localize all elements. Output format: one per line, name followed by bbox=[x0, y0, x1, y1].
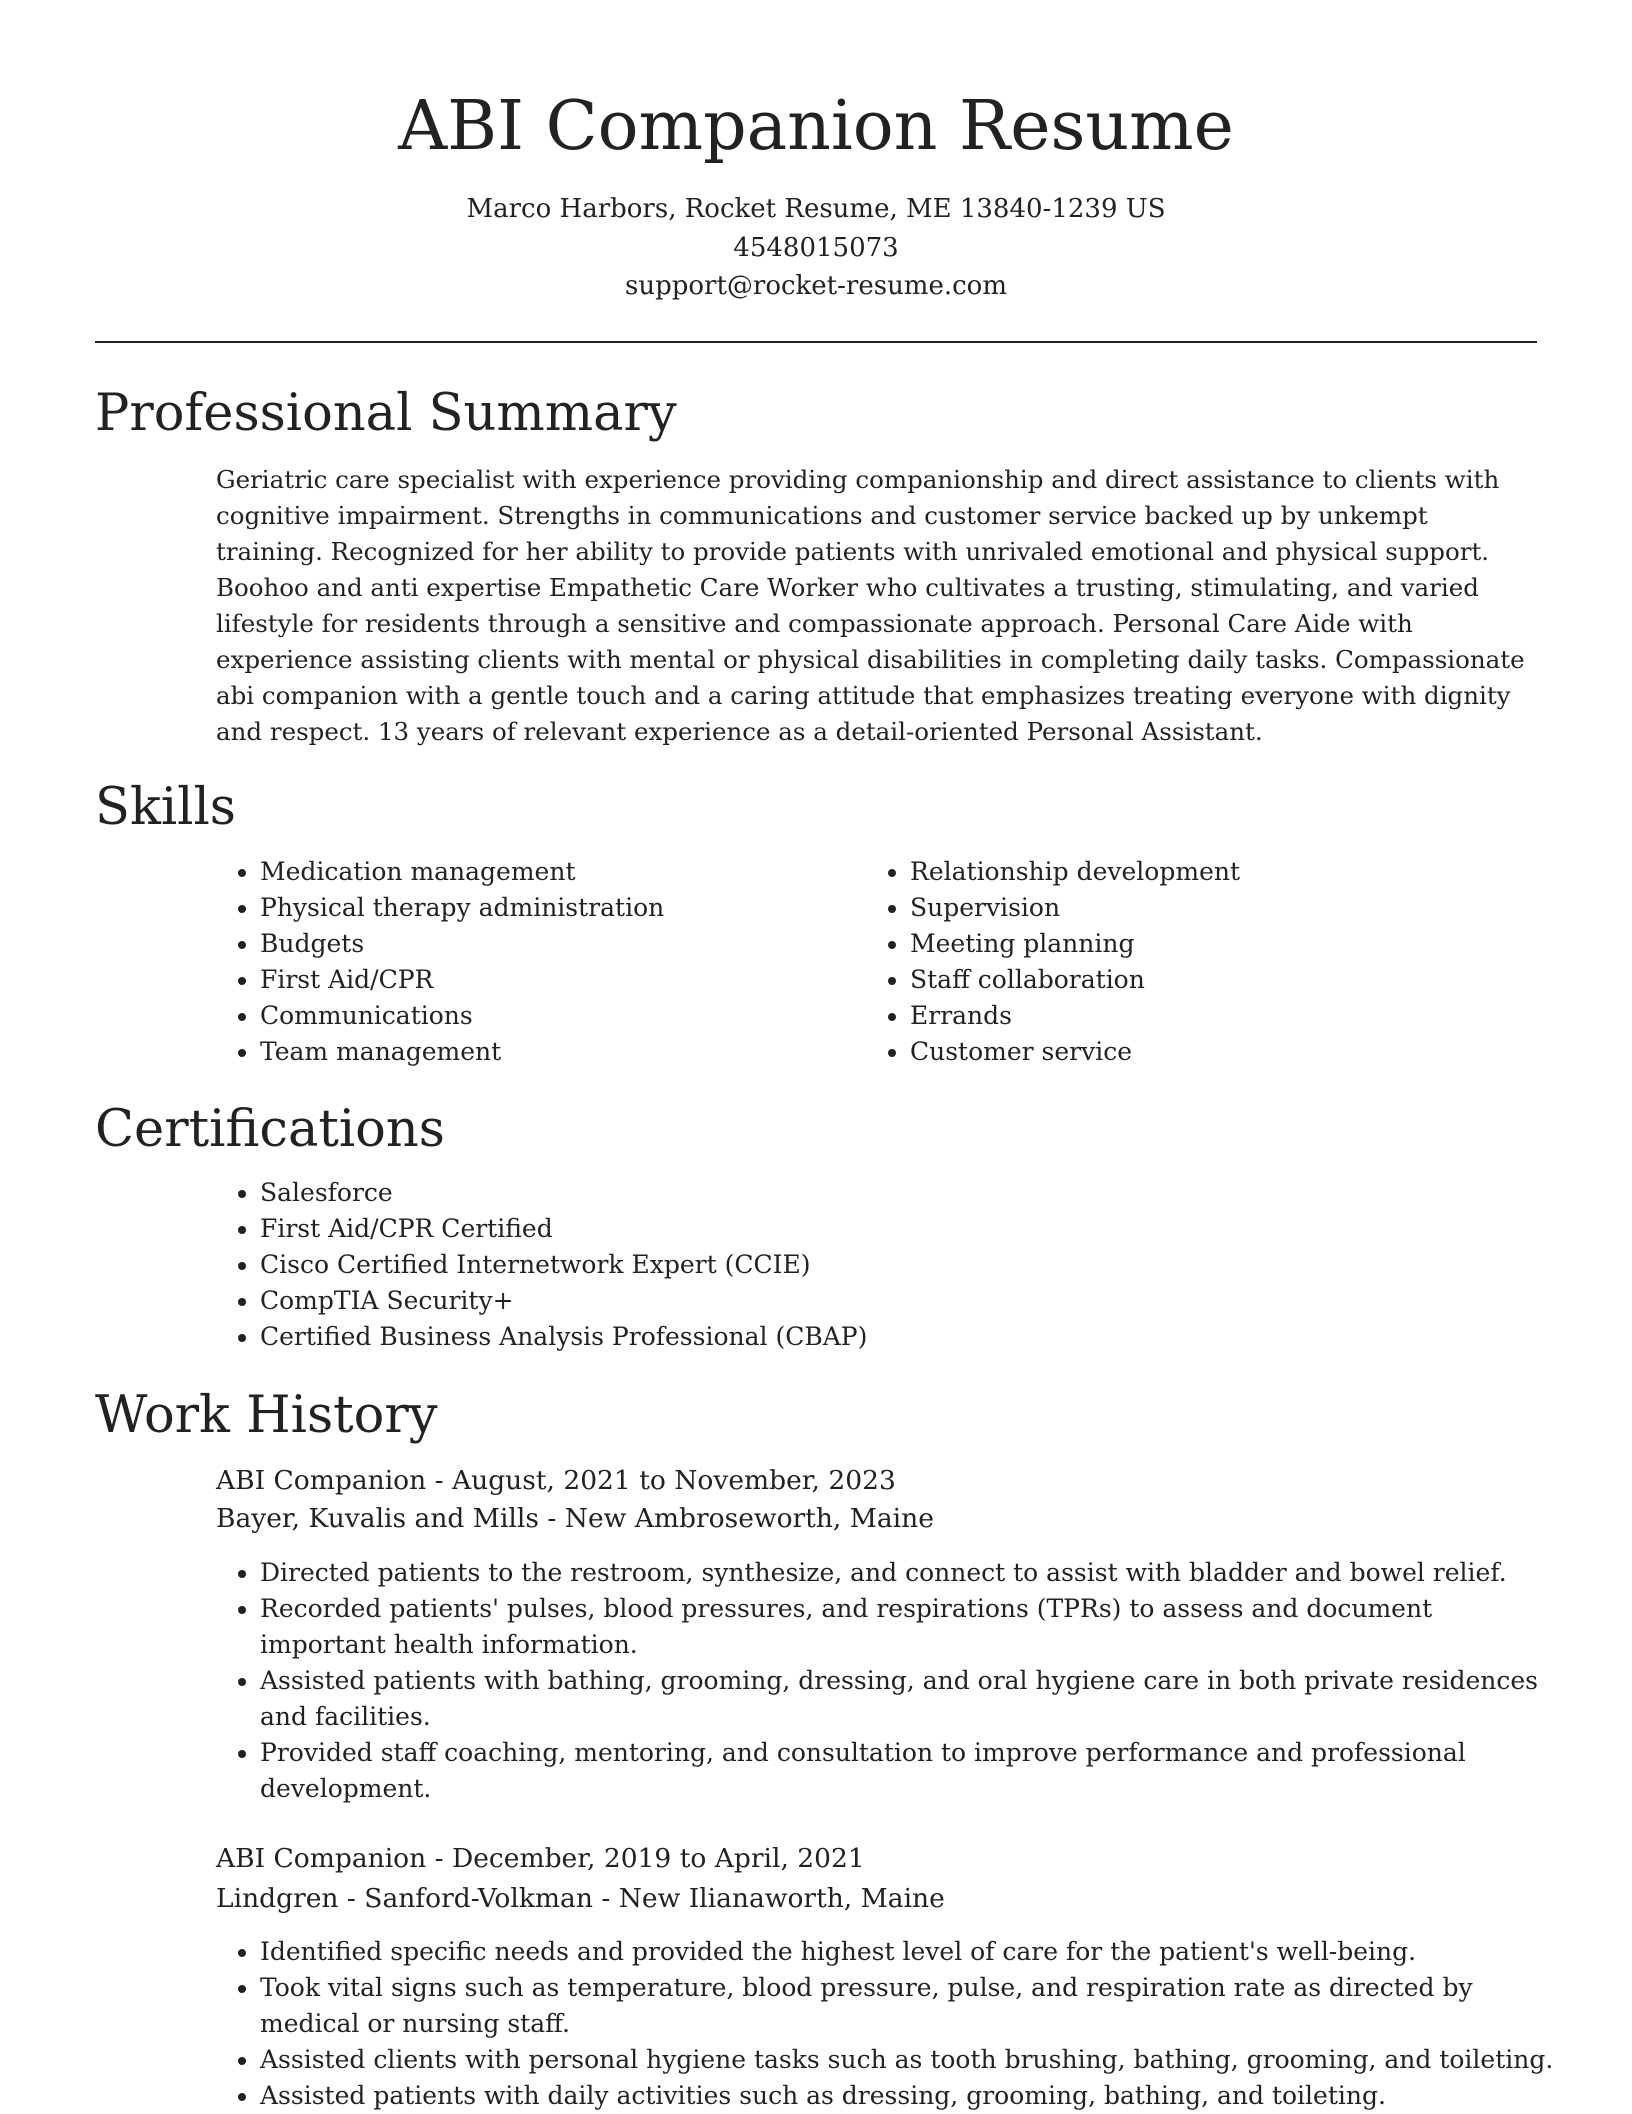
header-divider bbox=[95, 341, 1537, 343]
skill-item: • Medication management bbox=[260, 854, 860, 890]
job-company-line bbox=[216, 1881, 945, 1917]
skills-heading: Skills bbox=[95, 778, 236, 837]
summary-text: Geriatric care specialist with experience providing companionship and direct assistance to clients with cognitive impairment. Strengths in communications and customer service backed up by unkempt training. Recognized for her ability to provide patients with unrivaled emotional and physical support. Boohoo and anti expertise Empathetic Care Worker who cultivates a trusting, stimulating, and varied lifestyle for residents through a sensitive and compassionate approach. Personal Care Aide with experience assisting clients with mental or physical disabilities in completing daily tasks. Compassionate abi companion with a gentle touch and a caring attitude that emphasizes treating everyone with dignity and respect. 13 years of relevant experience as a detail-oriented Personal Assistant. bbox=[216, 465, 1525, 746]
job-title: ABI Companion bbox=[216, 1465, 427, 1496]
contact-phone: 4548015073 bbox=[733, 233, 899, 263]
job-bullet: • Directed patients to the restroom, synthesize, and connect to assist with bladder and bowel relief. bbox=[260, 1555, 1556, 1591]
job-bullet: • Recorded patients' pulses, blood pressures, and respirations (TPRs) to assess and document important health information. bbox=[260, 1591, 1556, 1663]
skill-item: • Meeting planning bbox=[910, 926, 1510, 962]
skill-item: • Physical therapy administration bbox=[260, 890, 860, 926]
job-bullet: • Took vital signs such as temperature, blood pressure, pulse, and respiration rate as directed by medical or nursing staff. bbox=[260, 1970, 1556, 2042]
job-bullets bbox=[216, 1934, 1556, 2114]
job-title-line bbox=[216, 1841, 865, 1877]
skills-list-right bbox=[866, 854, 1510, 1070]
skill-item: • Customer service bbox=[910, 1034, 1510, 1070]
job-title: ABI Companion bbox=[216, 1843, 427, 1874]
skill-item: • Communications bbox=[260, 998, 860, 1034]
job-company: Bayer, Kuvalis and Mills bbox=[216, 1503, 539, 1534]
job-bullet: • Assisted patients with bathing, grooming, dressing, and oral hygiene care in both private residences and facilities. bbox=[260, 1663, 1556, 1735]
skill-item: • Budgets bbox=[260, 926, 860, 962]
job-dates: - August, 2021 to November, 2023 bbox=[426, 1465, 896, 1496]
job-location: - New Ilianaworth, Maine bbox=[592, 1883, 945, 1914]
resume-title: ABI Companion Resume bbox=[398, 87, 1234, 166]
certifications-heading: Certifications bbox=[95, 1100, 445, 1159]
job-location: - New Ambroseworth, Maine bbox=[538, 1503, 934, 1534]
certification-item: • Salesforce bbox=[260, 1175, 1460, 1211]
work-history-heading: Work History bbox=[95, 1386, 438, 1445]
skill-item: • Staff collaboration bbox=[910, 962, 1510, 998]
job-dates: - December, 2019 to April, 2021 bbox=[426, 1843, 865, 1874]
summary-heading: Professional Summary bbox=[95, 384, 677, 443]
certification-item: • CompTIA Security+ bbox=[260, 1283, 1460, 1319]
skill-item: • Team management bbox=[260, 1034, 860, 1070]
skills-list-left bbox=[216, 854, 860, 1070]
skill-item: • First Aid/CPR bbox=[260, 962, 860, 998]
job-company-line bbox=[216, 1501, 934, 1537]
job-title-line bbox=[216, 1463, 896, 1499]
skill-item: • Errands bbox=[910, 998, 1510, 1034]
contact-email: support@rocket-resume.com bbox=[624, 271, 1007, 301]
job-company: Lindgren - Sanford-Volkman bbox=[216, 1883, 593, 1914]
job-bullet: • Assisted clients with personal hygiene tasks such as tooth brushing, bathing, grooming, and toileting. bbox=[260, 2042, 1556, 2078]
job-bullet: • Identified specific needs and provided the highest level of care for the patient's well-being. bbox=[260, 1934, 1556, 1970]
job-bullets bbox=[216, 1555, 1556, 1807]
certification-item: • Cisco Certified Internetwork Expert (CCIE) bbox=[260, 1247, 1460, 1283]
certifications-list bbox=[216, 1175, 1460, 1355]
skill-item: • Relationship development bbox=[910, 854, 1510, 890]
job-bullet: • Assisted patients with daily activities such as dressing, grooming, bathing, and toileting. bbox=[260, 2078, 1556, 2114]
job-bullet: • Provided staff coaching, mentoring, and consultation to improve performance and professional development. bbox=[260, 1735, 1556, 1807]
skill-item: • Supervision bbox=[910, 890, 1510, 926]
contact-address: Marco Harbors, Rocket Resume, ME 13840-1239 US bbox=[466, 194, 1166, 224]
certification-item: • First Aid/CPR Certified bbox=[260, 1211, 1460, 1247]
certification-item: • Certified Business Analysis Professional (CBAP) bbox=[260, 1319, 1460, 1355]
